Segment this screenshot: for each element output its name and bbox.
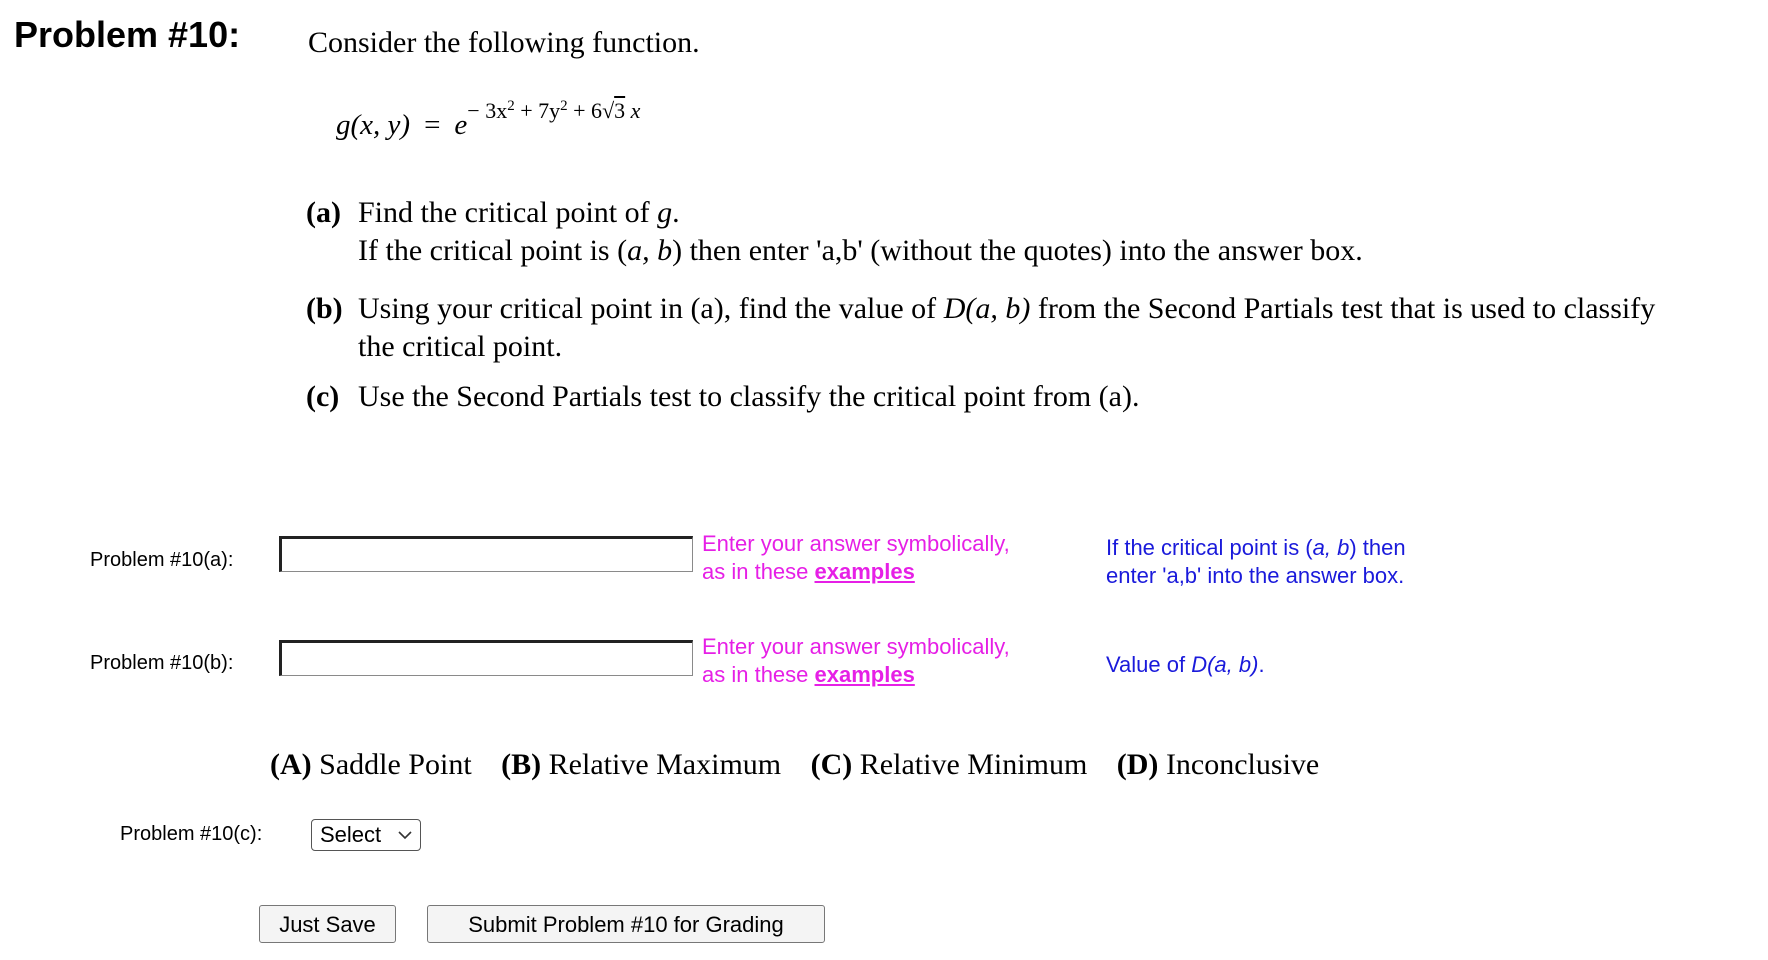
answer-a-hint: [702, 530, 1010, 586]
part-a-line2: If the critical point is (a, b) then enter 'a,b' (without the quotes) into the answer box.: [358, 234, 1363, 267]
choice-d: (D) Inconclusive: [1116, 748, 1320, 781]
part-c-description: [306, 378, 1706, 418]
function-formula: [336, 98, 640, 142]
answer-a-info: [1106, 534, 1406, 590]
answer-b-hint-line2: as in these examples: [702, 662, 915, 687]
answer-b-info: [1106, 651, 1265, 679]
part-b-letter: (b): [306, 292, 343, 325]
formula-equals: =: [424, 109, 441, 141]
answer-b-info-var: D(a, b): [1191, 652, 1259, 677]
answer-a-hint-line2: as in these examples: [702, 559, 915, 584]
choice-b: (B) Relative Maximum: [501, 748, 782, 781]
exponent-term-coef: + 6: [567, 98, 603, 123]
part-a-line1: Find the critical point of g.: [358, 196, 680, 229]
answer-a-label: Problem #10(a):: [90, 549, 234, 571]
answer-c-select[interactable]: [311, 819, 421, 851]
formula-base: e: [454, 109, 468, 141]
part-b-line2: the critical point.: [358, 330, 563, 363]
problem-intro: Consider the following function.: [308, 26, 700, 59]
exponent-square-y: 2: [560, 98, 568, 114]
answer-b-label: Problem #10(b):: [90, 652, 234, 674]
answer-b-info-post: .: [1258, 652, 1265, 677]
answer-b-input[interactable]: [279, 640, 693, 676]
sqrt-symbol: √: [602, 98, 615, 123]
exponent-term-x-linear: x: [625, 98, 641, 123]
answer-a-info-line2: enter 'a,b' into the answer box.: [1106, 563, 1405, 588]
answer-c-label: Problem #10(c):: [120, 823, 263, 845]
part-c-line1: Use the Second Partials test to classify the critical point from (a).: [358, 380, 1140, 413]
part-a-letter: (a): [306, 196, 341, 229]
answer-b-hint-line1: Enter your answer symbolically,: [702, 634, 1010, 659]
answer-b-examples-link[interactable]: examples: [814, 662, 915, 687]
answer-b-info-pre: Value of: [1106, 652, 1192, 677]
exponent-term-y: + 7y: [514, 98, 561, 123]
exponent-term-x: − 3x: [467, 98, 508, 123]
submit-grading-button[interactable]: Submit Problem #10 for Grading: [427, 905, 825, 943]
answer-c-selected: Select: [320, 822, 382, 847]
chevron-down-icon: [398, 820, 412, 861]
part-a-description: [306, 194, 1706, 274]
problem-title: Problem #10:: [14, 14, 241, 55]
answer-a-hint-line1: Enter your answer symbolically,: [702, 531, 1010, 556]
exponent-square-x: 2: [507, 98, 515, 114]
part-b-description: [306, 290, 1766, 370]
formula-exponent: [467, 98, 640, 123]
part-b-line1: Using your critical point in (a), find the value of D(a, b) from the Second Partials test that is used to classify: [358, 292, 1656, 325]
formula-lhs: g(x, y): [336, 109, 411, 141]
classification-choices: [270, 748, 1341, 782]
answer-a-input[interactable]: [279, 536, 693, 572]
sqrt-radicand: 3: [614, 98, 626, 123]
answer-a-examples-link[interactable]: examples: [814, 559, 915, 584]
answer-a-info-line1: If the critical point is (a, b) then: [1106, 535, 1406, 560]
part-c-letter: (c): [306, 380, 340, 413]
just-save-button[interactable]: Just Save: [259, 905, 396, 943]
choice-c: (C) Relative Minimum: [810, 748, 1088, 781]
choice-a: (A) Saddle Point: [270, 748, 472, 781]
answer-b-hint: [702, 633, 1010, 689]
